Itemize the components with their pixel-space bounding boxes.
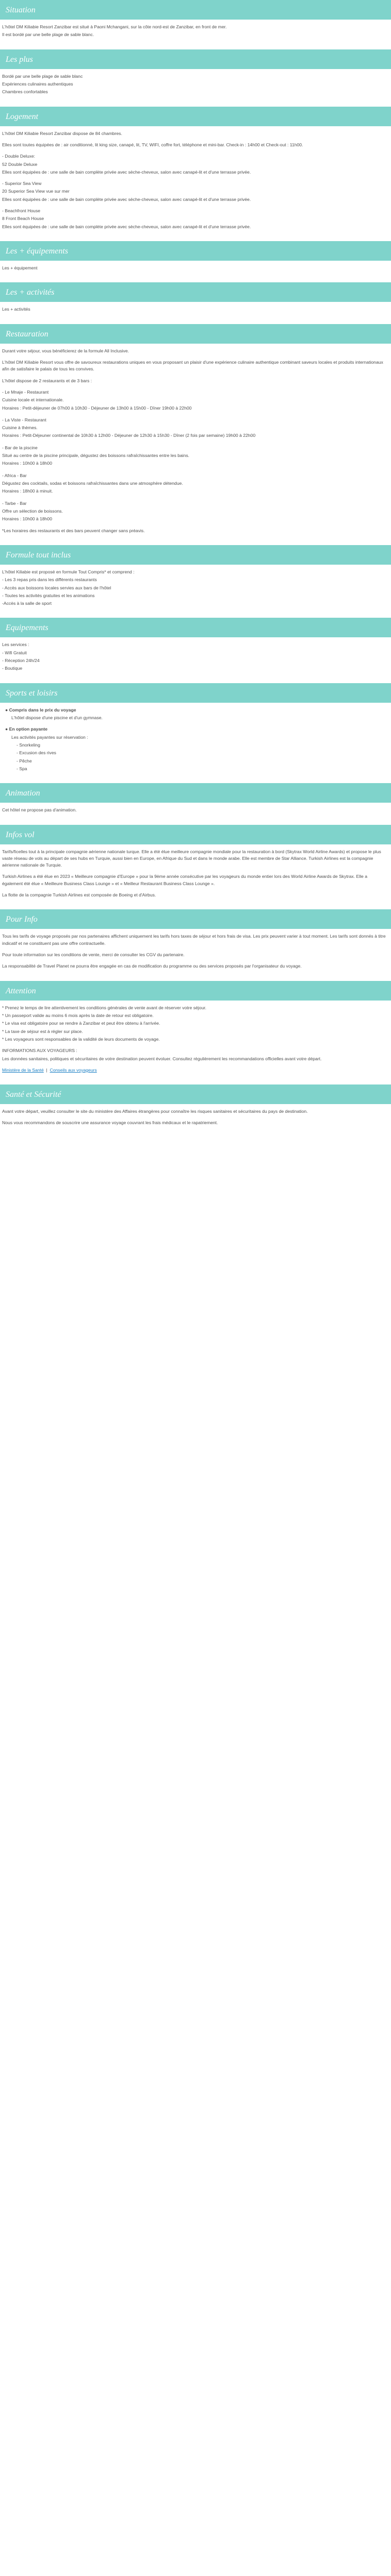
- equipements-plus-section: [0, 261, 391, 282]
- restauration-item: - Le Mnaje - Restaurant: [2, 389, 49, 395]
- restauration-item: Situé au centre de la piscine principale, dégustez des boissons rafraîchissantes entre les bains.: [2, 453, 190, 459]
- equipements-line: - Wifi Gratuit: [2, 650, 27, 655]
- attention-line: * Un passeport valide au moins 6 mois après la date de retour est obligatoire.: [2, 1012, 154, 1018]
- sante-section: [0, 1104, 391, 1138]
- formule-section: [0, 565, 391, 618]
- situation-line: Il est bordé par une belle plage de sable blanc.: [2, 32, 94, 38]
- animation-line: Cet hôtel ne propose pas d'animation.: [2, 807, 77, 813]
- room-type-desc: Elles sont équipées de : une salle de bain complète privée avec sèche-cheveux, salon avec canapé-lit et d'une terrasse privée.: [2, 196, 251, 202]
- restauration-item: Horaires : Petit-déjeuner de 07h00 à 10h30 - Déjeuner de 13h00 à 15h00 - Dîner 19h00 à 22h00: [2, 405, 192, 411]
- restauration-item: Horaires : Petit-Déjeuner continental de 10h30 à 12h00 - Déjeuner de 12h30 à 15h30 - Dîner (2 fois par semaine) 19h00 à 22h00: [2, 433, 256, 438]
- attention-line: * Prenez le temps de lire attentivement les conditions générales de vente avant de réserver votre séjour.: [2, 1005, 207, 1010]
- restauration-list: [2, 389, 389, 523]
- formule-line: - Accès aux boissons locales servies aux bars de l'hôtel: [2, 585, 111, 590]
- equipements-section: [0, 637, 391, 683]
- attention-line: * Les voyageurs sont responsables de la validité de leurs documents de voyage.: [2, 1036, 160, 1042]
- room-type-desc: Elles sont équipées de : une salle de bain complète privée avec sèche-cheveux, salon avec canapé-lit et d'une terrasse privée.: [2, 224, 251, 229]
- logement-intro2: Elles sont toutes équipées de : air conditionné, lit king size, canapé, lit, TV, WIFI, coffre fort, téléphone et mini-bar. Check-in : 14h00 et Check-out : 11h00.: [2, 142, 303, 147]
- logement-intro: L'hôtel DM Kiliabie Resort Zanzibar dispose de 84 chambres.: [2, 130, 122, 136]
- pour-info-p1: Tous les tarifs de voyage proposés par nos partenaires affichent uniquement les tarifs hors taxes de séjour et hors frais de visa. Les prix peuvent varier à tout moment. Les tarifs sont donnés à titre indicatif et ne constituent pas une offre contractuelle.: [2, 934, 386, 946]
- room-type-desc: Elles sont équipées de : une salle de bain complète privée avec sèche-cheveux, salon avec canapé-lit et d'une terrasse privée.: [2, 169, 251, 175]
- situation-line: L'hôtel DM Kiliabie Resort Zanzibar est situé à Paoni Mchangani, sur la côte nord-est de Zanzibar, en front de mer.: [2, 24, 227, 29]
- restauration-footnote: *Les horaires des restaurants et des bars peuvent changer sans préavis.: [2, 528, 145, 533]
- restauration-item: Horaires : 10h00 à 18h00: [2, 516, 52, 522]
- restauration-item: Horaires : 18h00 à minuit.: [2, 488, 53, 494]
- sports-compris-line: L'hôtel dispose d'une piscine et d'un gymnase.: [11, 715, 103, 720]
- restauration-p2: L'hôtel DM Kiliabie Resort vous offre de savoureux restaurations uniques en vous proposant un plaisir d'une expérience culinaire authentique combinant saveurs locales et produits internationaux afin de satisfaire le palais de tous les convives.: [2, 359, 383, 372]
- infos-section: [0, 844, 391, 910]
- room-type-name: - Beachfront House: [2, 208, 41, 214]
- pour-info-p2: Pour toute information sur les conditions de vente, merci de consulter les CGV du partenaire.: [2, 952, 185, 957]
- restauration-item: Cuisine locale et internationale.: [2, 397, 64, 403]
- attention-info-title: INFORMATIONS AUX VOYAGEURS :: [2, 1048, 77, 1054]
- room-type-name: - Double Deluxe:: [2, 154, 36, 159]
- sports-option-intro: Les activités payantes sur réservation :: [11, 734, 88, 740]
- animation-section: [0, 803, 391, 824]
- ministere-sante-link[interactable]: Ministère de la Santé: [2, 1067, 44, 1073]
- logement-section: [0, 126, 391, 241]
- restauration-item: Cuisine à thèmes.: [2, 425, 38, 431]
- section-heading-equipements-plus: Les + équipements: [0, 241, 391, 261]
- restauration-item: - Africa - Bar: [2, 472, 27, 478]
- infos-p1: Tarifs/ficelles tout à la principale compagnie aérienne nationale turque. Elle a été élue meilleure compagnie mondiale pour la restauration à bord (Skytrax World Airline Awards) et propose le plus vaste réseau de vols au départ de ses hubs en Turquie, aussi bien en Europe, en Afrique du Sud et dans le monde arabe. Elle est membre de Star Alliance. Turkish Airlines est la compagnie aérienne nationale de Turquie.: [2, 849, 381, 868]
- section-heading-infos: Infos vol: [0, 825, 391, 844]
- sports-option-title: ● En option payante: [5, 726, 48, 732]
- section-heading-attention: Attention: [0, 981, 391, 1001]
- section-heading-pour-info: Pour Info: [0, 909, 391, 929]
- restauration-item: Dégustez des cocktails, sodas et boissons rafraîchissantes dans une atmosphère détendue.: [2, 481, 183, 486]
- conseils-voyageurs-link[interactable]: Conseils aux voyageurs: [50, 1067, 97, 1073]
- plus-line: Bordé par une belle plage de sable blanc: [2, 73, 83, 79]
- equipements-plus-line: Les + équipement: [2, 265, 38, 270]
- infos-p3: La flotte de la compagnie Turkish Airlines est composée de Boeing et d'Airbus.: [2, 892, 156, 898]
- restauration-item: - Bar de la piscine: [2, 445, 38, 450]
- situation-section: [0, 20, 391, 49]
- plus-section: [0, 69, 391, 107]
- attention-line: * La taxe de séjour est à régler sur place.: [2, 1028, 83, 1034]
- activites-plus-line: Les + activités: [2, 307, 30, 312]
- restauration-item: Offre un sélection de boissons.: [2, 508, 63, 514]
- equipements-line: - Boutique: [2, 666, 23, 671]
- sports-section: [0, 703, 391, 784]
- sports-option-item: - Spa: [17, 766, 27, 771]
- restauration-p1: Durant votre séjour, vous bénéficierez de la formule All Inclusive.: [2, 348, 129, 353]
- activites-plus-section: [0, 302, 391, 324]
- sports-compris-title: ● Compris dans le prix du voyage: [5, 707, 76, 713]
- formule-line: - Toutes les activités gratuites et les animations: [2, 592, 95, 598]
- formule-line: -Accès à la salle de sport: [2, 601, 52, 606]
- restauration-p3: L'hôtel dispose de 2 restaurants et de 3 bars :: [2, 378, 92, 383]
- sante-p1: Avant votre départ, veuillez consulter le site du ministère des Affaires étrangères pour connaître les risques sanitaires et sécuritaires du pays de destination.: [2, 1109, 308, 1114]
- section-heading-situation: Situation: [0, 0, 391, 20]
- restauration-section: [0, 344, 391, 545]
- plus-line: Chambres confortables: [2, 89, 48, 95]
- sports-option-item: - Pêche: [17, 758, 32, 764]
- pour-info-p3: La responsabilité de Travel Planet ne pourra être engagée en cas de modification du programme ou des services proposés par l'organisateur du voyage.: [2, 963, 302, 969]
- equipements-line: Les services :: [2, 642, 29, 648]
- equipements-line: - Réception 24h/24: [2, 658, 40, 664]
- section-heading-activites-plus: Les + activités: [0, 282, 391, 302]
- infos-p2: Turkish Airlines a été élue en 2023 « Meilleure compagnie d'Europe » pour la 9ème année consécutive par les voyageurs du monde entier lors des World Airline Awards de Skytrax. Elle a également été élue « Meilleure Business Class Lounge » et « Meilleur Restaurant Business Class Lounge ».: [2, 874, 368, 886]
- room-type-name: - Superior Sea View: [2, 181, 42, 187]
- section-heading-restauration: Restauration: [0, 324, 391, 344]
- section-heading-logement: Logement: [0, 107, 391, 126]
- attention-section: [0, 1001, 391, 1085]
- hotel-description-page: [0, 0, 391, 1138]
- pour-info-section: [0, 929, 391, 980]
- section-heading-sports: Sports et loisirs: [0, 683, 391, 703]
- restauration-item: Horaires : 10h00 à 18h00: [2, 461, 52, 466]
- plus-line: Expériences culinaires authentiques: [2, 81, 73, 87]
- section-heading-equipements: Equipements: [0, 618, 391, 637]
- section-heading-formule: Formule tout inclus: [0, 545, 391, 565]
- attention-info-p: Les données sanitaires, politiques et sécuritaires de votre destination peuvent évoluer. Consultez régulièrement les recommandations officielles avant votre départ.: [2, 1056, 322, 1061]
- formule-line: - Les 3 repas pris dans les différents restaurants: [2, 577, 97, 583]
- restauration-item: - Tarbe - Bar: [2, 500, 27, 506]
- room-type-detail: 20 Superior Sea View vue sur mer: [2, 189, 70, 194]
- sante-p2: Nous vous recommandons de souscrire une assurance voyage couvrant les frais médicaux et le rapatriement.: [2, 1120, 218, 1126]
- room-type-detail: 52 Double Deluxe: [2, 161, 38, 167]
- room-type-detail: 8 Front Beach House: [2, 216, 44, 222]
- section-heading-plus: Les plus: [0, 49, 391, 69]
- attention-links: Ministère de la Santé | Conseils aux voyageurs: [2, 1067, 97, 1073]
- section-heading-animation: Animation: [0, 783, 391, 803]
- restauration-item: - La Viste - Restaurant: [2, 417, 46, 422]
- formule-line: L'hôtel Kiliabie est proposé en formule Tout Compris* et comprend :: [2, 569, 135, 574]
- attention-line: * Le visa est obligatoire pour se rendre à Zanzibar et peut être obtenu à l'arrivée.: [2, 1021, 160, 1026]
- section-heading-sante: Santé et Sécurité: [0, 1084, 391, 1104]
- sports-option-item: - Snorkeling: [17, 742, 40, 748]
- sports-option-item: - Excusion des rives: [17, 750, 56, 756]
